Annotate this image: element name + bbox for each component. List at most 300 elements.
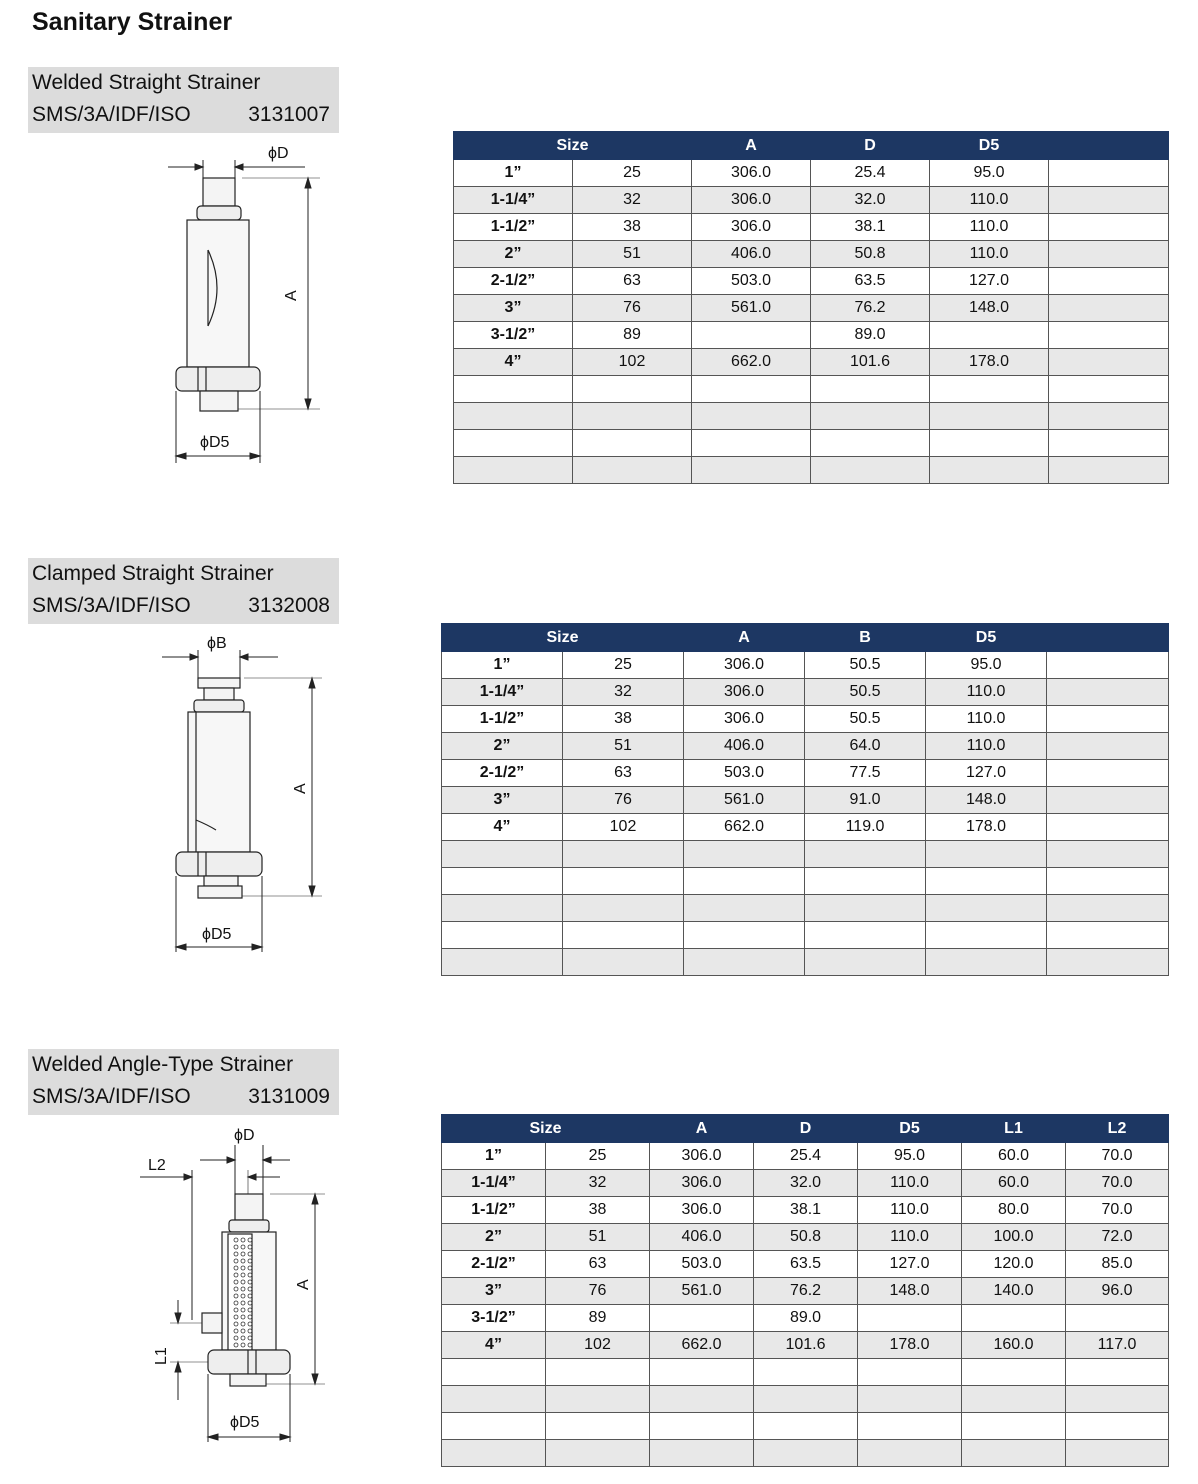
table-row bbox=[454, 160, 1169, 187]
dim-label-a: A bbox=[295, 1279, 312, 1290]
dim-label-d: ϕD bbox=[234, 1127, 255, 1144]
value-cell bbox=[962, 1386, 1066, 1413]
table-row bbox=[442, 652, 1169, 679]
value-cell bbox=[962, 1359, 1066, 1386]
value-cell bbox=[1066, 1413, 1169, 1440]
size-inch-cell: 3” bbox=[442, 787, 563, 814]
value-cell: 80.0 bbox=[962, 1197, 1066, 1224]
size-inch-cell: 2” bbox=[442, 733, 563, 760]
value-cell: 95.0 bbox=[930, 160, 1049, 187]
table-header-row bbox=[442, 1115, 1169, 1143]
value-cell bbox=[684, 868, 805, 895]
size-mm-cell bbox=[573, 457, 692, 484]
value-cell bbox=[962, 1413, 1066, 1440]
value-cell: 110.0 bbox=[930, 241, 1049, 268]
value-cell bbox=[858, 1359, 962, 1386]
size-mm-cell bbox=[563, 868, 684, 895]
header-l2: L2 bbox=[1066, 1115, 1169, 1143]
value-cell bbox=[805, 922, 926, 949]
value-cell: 110.0 bbox=[926, 679, 1047, 706]
value-cell: 89.0 bbox=[754, 1305, 858, 1332]
value-cell bbox=[858, 1386, 962, 1413]
value-cell bbox=[692, 376, 811, 403]
size-mm-cell: 38 bbox=[563, 706, 684, 733]
table-row bbox=[454, 349, 1169, 376]
size-inch-cell: 3” bbox=[442, 1278, 546, 1305]
size-inch-cell bbox=[442, 841, 563, 868]
value-cell bbox=[811, 376, 930, 403]
section-label-welded-angle bbox=[28, 1049, 339, 1115]
value-cell: 120.0 bbox=[962, 1251, 1066, 1278]
value-cell bbox=[1047, 868, 1169, 895]
size-mm-cell: 32 bbox=[563, 679, 684, 706]
value-cell: 76.2 bbox=[811, 295, 930, 322]
size-mm-cell: 63 bbox=[563, 760, 684, 787]
value-cell: 406.0 bbox=[650, 1224, 754, 1251]
value-cell bbox=[684, 949, 805, 976]
size-mm-cell bbox=[546, 1413, 650, 1440]
size-mm-cell: 76 bbox=[546, 1278, 650, 1305]
size-mm-cell bbox=[573, 376, 692, 403]
value-cell: 100.0 bbox=[962, 1224, 1066, 1251]
value-cell: 127.0 bbox=[858, 1251, 962, 1278]
table-header-row bbox=[454, 132, 1169, 160]
value-cell bbox=[1047, 814, 1169, 841]
value-cell bbox=[811, 403, 930, 430]
size-inch-cell: 2-1/2” bbox=[454, 268, 573, 295]
value-cell bbox=[1049, 430, 1169, 457]
value-cell: 148.0 bbox=[930, 295, 1049, 322]
table-row bbox=[454, 322, 1169, 349]
value-cell: 561.0 bbox=[692, 295, 811, 322]
value-cell bbox=[1047, 922, 1169, 949]
section-standard: SMS/3A/IDF/ISO bbox=[32, 1085, 191, 1108]
section-code: 3131007 bbox=[248, 103, 330, 126]
value-cell bbox=[926, 841, 1047, 868]
header-blank bbox=[1049, 132, 1169, 160]
section-code: 3132008 bbox=[248, 594, 330, 617]
value-cell bbox=[1047, 679, 1169, 706]
table-row bbox=[454, 241, 1169, 268]
value-cell: 127.0 bbox=[930, 268, 1049, 295]
value-cell bbox=[1066, 1386, 1169, 1413]
table-row bbox=[442, 868, 1169, 895]
value-cell: 178.0 bbox=[930, 349, 1049, 376]
size-inch-cell bbox=[454, 376, 573, 403]
value-cell: 38.1 bbox=[754, 1197, 858, 1224]
table-row bbox=[454, 376, 1169, 403]
value-cell bbox=[858, 1413, 962, 1440]
dim-label-l2: L2 bbox=[148, 1157, 166, 1174]
size-mm-cell bbox=[546, 1386, 650, 1413]
value-cell: 662.0 bbox=[684, 814, 805, 841]
table-row bbox=[442, 1440, 1169, 1467]
size-mm-cell: 102 bbox=[546, 1332, 650, 1359]
header-l1: L1 bbox=[962, 1115, 1066, 1143]
value-cell: 95.0 bbox=[858, 1143, 962, 1170]
table-row bbox=[442, 1413, 1169, 1440]
value-cell: 306.0 bbox=[692, 187, 811, 214]
value-cell bbox=[962, 1440, 1066, 1467]
value-cell: 119.0 bbox=[805, 814, 926, 841]
table-row bbox=[442, 1224, 1169, 1251]
header-d: D bbox=[754, 1115, 858, 1143]
value-cell bbox=[858, 1440, 962, 1467]
value-cell bbox=[1047, 949, 1169, 976]
size-mm-cell bbox=[563, 922, 684, 949]
size-mm-cell: 76 bbox=[573, 295, 692, 322]
size-mm-cell: 25 bbox=[573, 160, 692, 187]
value-cell: 178.0 bbox=[926, 814, 1047, 841]
value-cell bbox=[926, 868, 1047, 895]
value-cell: 32.0 bbox=[754, 1170, 858, 1197]
header-blank bbox=[1047, 624, 1169, 652]
size-inch-cell: 1-1/4” bbox=[442, 1170, 546, 1197]
value-cell: 50.5 bbox=[805, 706, 926, 733]
size-inch-cell: 2” bbox=[442, 1224, 546, 1251]
size-inch-cell bbox=[442, 1359, 546, 1386]
value-cell: 70.0 bbox=[1066, 1197, 1169, 1224]
section-name: Clamped Straight Strainer bbox=[32, 562, 274, 585]
size-inch-cell bbox=[454, 457, 573, 484]
table-row bbox=[442, 1332, 1169, 1359]
value-cell: 25.4 bbox=[754, 1143, 858, 1170]
table-row bbox=[442, 949, 1169, 976]
value-cell bbox=[1049, 214, 1169, 241]
value-cell: 406.0 bbox=[692, 241, 811, 268]
spec-table-welded-straight bbox=[453, 131, 1169, 484]
value-cell: 160.0 bbox=[962, 1332, 1066, 1359]
size-mm-cell: 51 bbox=[563, 733, 684, 760]
page-title: Sanitary Strainer bbox=[32, 8, 233, 36]
value-cell bbox=[684, 895, 805, 922]
size-inch-cell bbox=[454, 430, 573, 457]
table-row bbox=[442, 1197, 1169, 1224]
dim-label-l1: L1 bbox=[153, 1347, 170, 1365]
dim-label-d5: ϕD5 bbox=[202, 926, 232, 943]
welded-angle-strainer-drawing bbox=[130, 1120, 340, 1450]
dim-label-a: A bbox=[283, 290, 300, 301]
size-mm-cell bbox=[573, 430, 692, 457]
value-cell bbox=[805, 949, 926, 976]
table-row bbox=[442, 922, 1169, 949]
size-inch-cell: 3-1/2” bbox=[454, 322, 573, 349]
value-cell: 306.0 bbox=[684, 652, 805, 679]
value-cell: 60.0 bbox=[962, 1143, 1066, 1170]
size-inch-cell bbox=[442, 868, 563, 895]
dim-label-d: ϕD bbox=[268, 145, 289, 162]
header-b: B bbox=[805, 624, 926, 652]
header-d: D bbox=[811, 132, 930, 160]
value-cell bbox=[1049, 187, 1169, 214]
size-inch-cell bbox=[442, 949, 563, 976]
header-d5: D5 bbox=[926, 624, 1047, 652]
dim-label-b: ϕB bbox=[207, 635, 227, 652]
value-cell bbox=[926, 895, 1047, 922]
size-inch-cell: 2-1/2” bbox=[442, 1251, 546, 1278]
value-cell bbox=[1047, 895, 1169, 922]
table-row bbox=[454, 403, 1169, 430]
size-mm-cell bbox=[563, 841, 684, 868]
value-cell bbox=[811, 457, 930, 484]
size-mm-cell bbox=[573, 403, 692, 430]
value-cell bbox=[684, 841, 805, 868]
value-cell bbox=[650, 1386, 754, 1413]
value-cell: 110.0 bbox=[926, 733, 1047, 760]
value-cell bbox=[1066, 1440, 1169, 1467]
value-cell bbox=[684, 922, 805, 949]
value-cell: 306.0 bbox=[650, 1143, 754, 1170]
value-cell: 110.0 bbox=[930, 214, 1049, 241]
value-cell bbox=[1047, 733, 1169, 760]
size-mm-cell: 63 bbox=[573, 268, 692, 295]
value-cell: 503.0 bbox=[692, 268, 811, 295]
size-inch-cell: 2-1/2” bbox=[442, 760, 563, 787]
value-cell bbox=[1049, 268, 1169, 295]
value-cell bbox=[650, 1305, 754, 1332]
value-cell bbox=[926, 922, 1047, 949]
size-inch-cell: 1-1/2” bbox=[442, 706, 563, 733]
size-mm-cell: 89 bbox=[573, 322, 692, 349]
size-inch-cell: 1-1/2” bbox=[442, 1197, 546, 1224]
size-inch-cell: 2” bbox=[454, 241, 573, 268]
value-cell bbox=[650, 1413, 754, 1440]
welded-straight-strainer-drawing bbox=[160, 138, 340, 468]
value-cell: 148.0 bbox=[858, 1278, 962, 1305]
value-cell bbox=[962, 1305, 1066, 1332]
value-cell bbox=[754, 1440, 858, 1467]
value-cell bbox=[692, 457, 811, 484]
dim-label-d5: ϕD5 bbox=[230, 1414, 260, 1431]
value-cell bbox=[692, 403, 811, 430]
value-cell: 110.0 bbox=[858, 1170, 962, 1197]
table-row bbox=[442, 841, 1169, 868]
value-cell: 76.2 bbox=[754, 1278, 858, 1305]
value-cell: 306.0 bbox=[684, 679, 805, 706]
size-mm-cell bbox=[546, 1359, 650, 1386]
value-cell bbox=[930, 430, 1049, 457]
size-inch-cell bbox=[442, 922, 563, 949]
size-inch-cell bbox=[442, 1386, 546, 1413]
table-row bbox=[442, 1386, 1169, 1413]
size-mm-cell: 25 bbox=[563, 652, 684, 679]
size-mm-cell bbox=[563, 895, 684, 922]
table-row bbox=[454, 457, 1169, 484]
value-cell: 85.0 bbox=[1066, 1251, 1169, 1278]
section-label-clamped-straight bbox=[28, 558, 339, 624]
value-cell: 77.5 bbox=[805, 760, 926, 787]
size-mm-cell bbox=[563, 949, 684, 976]
value-cell: 72.0 bbox=[1066, 1224, 1169, 1251]
value-cell bbox=[1049, 160, 1169, 187]
value-cell: 110.0 bbox=[930, 187, 1049, 214]
header-size: Size bbox=[442, 1115, 650, 1143]
value-cell: 101.6 bbox=[754, 1332, 858, 1359]
spec-table-clamped-straight bbox=[441, 623, 1169, 976]
size-mm-cell: 51 bbox=[546, 1224, 650, 1251]
size-mm-cell: 25 bbox=[546, 1143, 650, 1170]
size-inch-cell bbox=[442, 895, 563, 922]
spec-table-welded-angle bbox=[441, 1114, 1169, 1467]
section-code: 3131009 bbox=[248, 1085, 330, 1108]
value-cell bbox=[1047, 706, 1169, 733]
value-cell: 89.0 bbox=[811, 322, 930, 349]
value-cell: 63.5 bbox=[811, 268, 930, 295]
section-name: Welded Straight Strainer bbox=[32, 71, 261, 94]
value-cell: 64.0 bbox=[805, 733, 926, 760]
table-header-row bbox=[442, 624, 1169, 652]
value-cell: 25.4 bbox=[811, 160, 930, 187]
value-cell bbox=[930, 403, 1049, 430]
value-cell: 561.0 bbox=[650, 1278, 754, 1305]
value-cell bbox=[858, 1305, 962, 1332]
size-inch-cell: 1” bbox=[442, 652, 563, 679]
size-inch-cell: 4” bbox=[454, 349, 573, 376]
size-inch-cell: 4” bbox=[442, 1332, 546, 1359]
section-label-welded-straight bbox=[28, 67, 339, 133]
value-cell bbox=[1047, 841, 1169, 868]
size-inch-cell: 1-1/4” bbox=[442, 679, 563, 706]
value-cell: 95.0 bbox=[926, 652, 1047, 679]
size-inch-cell: 1” bbox=[454, 160, 573, 187]
value-cell bbox=[1047, 787, 1169, 814]
value-cell: 306.0 bbox=[692, 214, 811, 241]
size-inch-cell bbox=[442, 1440, 546, 1467]
value-cell bbox=[805, 841, 926, 868]
value-cell bbox=[1047, 652, 1169, 679]
value-cell bbox=[930, 322, 1049, 349]
value-cell: 306.0 bbox=[692, 160, 811, 187]
table-row bbox=[454, 268, 1169, 295]
value-cell: 32.0 bbox=[811, 187, 930, 214]
value-cell bbox=[650, 1440, 754, 1467]
size-inch-cell bbox=[442, 1413, 546, 1440]
table-row bbox=[442, 1251, 1169, 1278]
size-mm-cell: 63 bbox=[546, 1251, 650, 1278]
value-cell bbox=[1049, 457, 1169, 484]
size-inch-cell: 4” bbox=[442, 814, 563, 841]
value-cell: 127.0 bbox=[926, 760, 1047, 787]
value-cell bbox=[1049, 241, 1169, 268]
table-row bbox=[442, 733, 1169, 760]
value-cell bbox=[805, 868, 926, 895]
value-cell: 178.0 bbox=[858, 1332, 962, 1359]
size-inch-cell: 1-1/2” bbox=[454, 214, 573, 241]
value-cell bbox=[1049, 376, 1169, 403]
value-cell: 148.0 bbox=[926, 787, 1047, 814]
size-inch-cell: 1” bbox=[442, 1143, 546, 1170]
section-name: Welded Angle-Type Strainer bbox=[32, 1053, 294, 1076]
value-cell: 306.0 bbox=[684, 706, 805, 733]
value-cell: 110.0 bbox=[858, 1197, 962, 1224]
table-row bbox=[442, 1305, 1169, 1332]
value-cell: 662.0 bbox=[692, 349, 811, 376]
table-row bbox=[442, 1278, 1169, 1305]
value-cell: 101.6 bbox=[811, 349, 930, 376]
value-cell bbox=[1047, 760, 1169, 787]
value-cell: 662.0 bbox=[650, 1332, 754, 1359]
value-cell bbox=[1049, 349, 1169, 376]
header-a: A bbox=[650, 1115, 754, 1143]
value-cell: 140.0 bbox=[962, 1278, 1066, 1305]
value-cell: 50.8 bbox=[811, 241, 930, 268]
value-cell bbox=[1066, 1359, 1169, 1386]
value-cell bbox=[1066, 1305, 1169, 1332]
value-cell: 503.0 bbox=[684, 760, 805, 787]
value-cell bbox=[926, 949, 1047, 976]
value-cell: 70.0 bbox=[1066, 1143, 1169, 1170]
value-cell: 70.0 bbox=[1066, 1170, 1169, 1197]
value-cell bbox=[930, 376, 1049, 403]
value-cell: 50.5 bbox=[805, 652, 926, 679]
size-mm-cell bbox=[546, 1440, 650, 1467]
value-cell: 50.8 bbox=[754, 1224, 858, 1251]
table-row bbox=[442, 1170, 1169, 1197]
table-row bbox=[454, 295, 1169, 322]
size-mm-cell: 76 bbox=[563, 787, 684, 814]
table-row bbox=[442, 679, 1169, 706]
size-mm-cell: 51 bbox=[573, 241, 692, 268]
size-mm-cell: 32 bbox=[573, 187, 692, 214]
value-cell: 96.0 bbox=[1066, 1278, 1169, 1305]
size-mm-cell: 38 bbox=[546, 1197, 650, 1224]
value-cell bbox=[805, 895, 926, 922]
header-d5: D5 bbox=[930, 132, 1049, 160]
section-standard: SMS/3A/IDF/ISO bbox=[32, 103, 191, 126]
header-d5: D5 bbox=[858, 1115, 962, 1143]
value-cell: 117.0 bbox=[1066, 1332, 1169, 1359]
header-a: A bbox=[692, 132, 811, 160]
table-row bbox=[454, 187, 1169, 214]
value-cell: 50.5 bbox=[805, 679, 926, 706]
dim-label-d5: ϕD5 bbox=[200, 434, 230, 451]
value-cell: 110.0 bbox=[858, 1224, 962, 1251]
table-row bbox=[442, 895, 1169, 922]
table-row bbox=[454, 214, 1169, 241]
size-inch-cell: 3” bbox=[454, 295, 573, 322]
header-a: A bbox=[684, 624, 805, 652]
size-mm-cell: 89 bbox=[546, 1305, 650, 1332]
value-cell bbox=[1049, 322, 1169, 349]
value-cell: 306.0 bbox=[650, 1170, 754, 1197]
value-cell: 60.0 bbox=[962, 1170, 1066, 1197]
value-cell: 561.0 bbox=[684, 787, 805, 814]
size-inch-cell: 3-1/2” bbox=[442, 1305, 546, 1332]
table-row bbox=[442, 814, 1169, 841]
table-row bbox=[442, 1143, 1169, 1170]
value-cell bbox=[692, 322, 811, 349]
value-cell: 63.5 bbox=[754, 1251, 858, 1278]
size-mm-cell: 102 bbox=[573, 349, 692, 376]
value-cell bbox=[1049, 403, 1169, 430]
table-row bbox=[442, 1359, 1169, 1386]
table-row bbox=[442, 787, 1169, 814]
size-mm-cell: 32 bbox=[546, 1170, 650, 1197]
value-cell: 306.0 bbox=[650, 1197, 754, 1224]
value-cell: 110.0 bbox=[926, 706, 1047, 733]
value-cell bbox=[754, 1359, 858, 1386]
table-row bbox=[442, 760, 1169, 787]
value-cell bbox=[754, 1386, 858, 1413]
value-cell bbox=[1049, 295, 1169, 322]
value-cell bbox=[650, 1359, 754, 1386]
value-cell bbox=[692, 430, 811, 457]
value-cell bbox=[754, 1413, 858, 1440]
clamped-straight-strainer-drawing bbox=[160, 630, 340, 960]
size-mm-cell: 102 bbox=[563, 814, 684, 841]
value-cell: 91.0 bbox=[805, 787, 926, 814]
value-cell: 38.1 bbox=[811, 214, 930, 241]
